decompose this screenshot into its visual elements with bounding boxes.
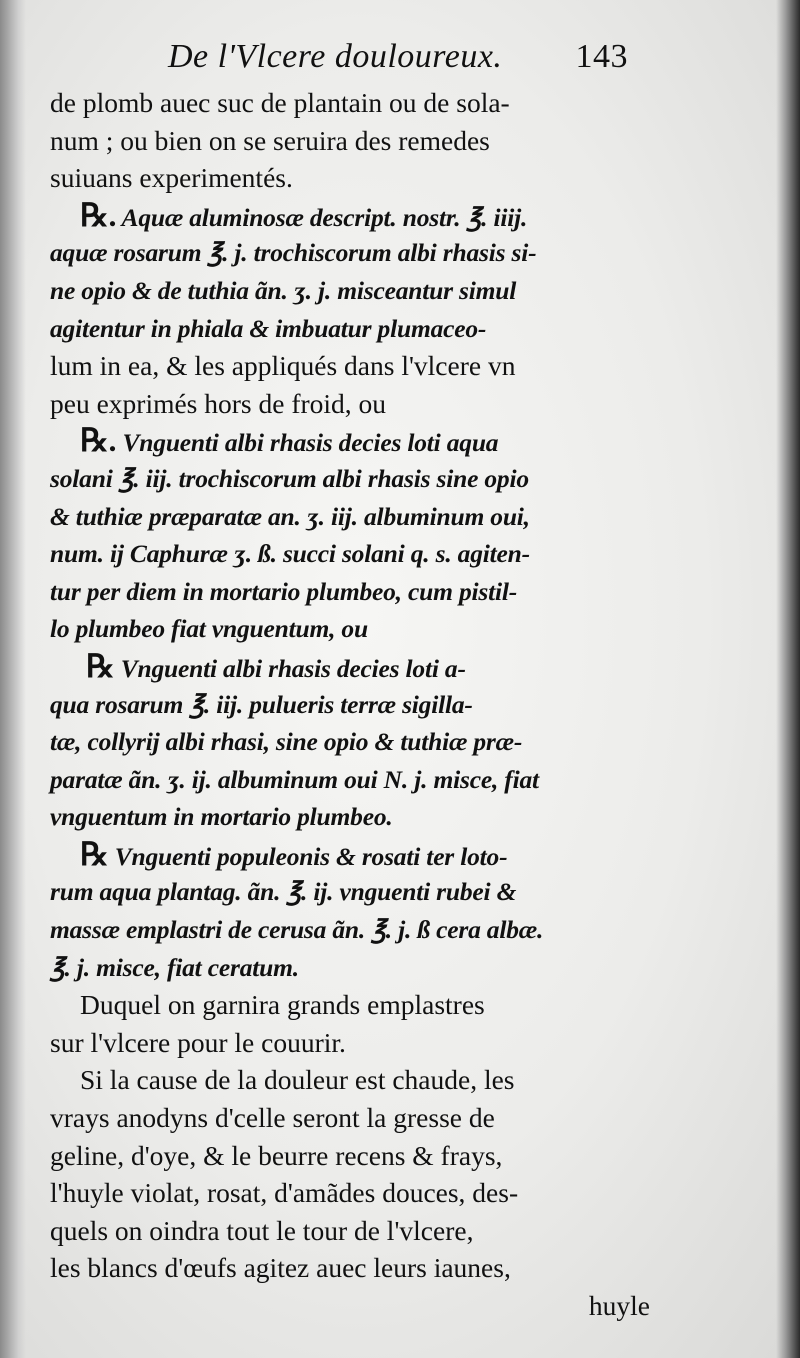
recipe-symbol: ℞. — [80, 196, 117, 233]
text-line: Si la cause de la douleur est chaude, les — [80, 1064, 515, 1096]
page-number: 143 — [575, 38, 628, 75]
text-line: les blancs d'œufs agitez auec leurs iaunes, — [50, 1252, 511, 1284]
catchword: huyle — [588, 1290, 650, 1321]
recipe-line: lo plumbeo fiat vnguentum, ou — [50, 614, 368, 644]
recipe-text: Vnguenti albi rhasis decies loti a- — [120, 653, 466, 683]
text-line: de plomb auec suc de plantain ou de sola- — [50, 87, 510, 118]
recipe-line — [50, 197, 650, 235]
text-line: geline, d'oye, & le beurre recens & frays, — [50, 1139, 503, 1171]
recipe-text: Vnguenti populeonis & rosati ter loto- — [114, 841, 508, 871]
recipe-line: rum aqua plantag. ãn. ℥. ij. vnguenti rubei & — [50, 877, 517, 907]
recipe-line: ne opio & de tuthia ãn. ʒ. j. misceantur simul — [50, 275, 517, 305]
running-header — [168, 38, 628, 88]
recipe-line: ℥. j. misce, fiat ceratum. — [50, 952, 299, 982]
running-title: De l'Vlcere douloureux. — [168, 38, 503, 75]
recipe-line: vnguentum in mortario plumbeo. — [50, 802, 393, 832]
page-edge-shadow-left — [0, 0, 26, 1358]
recipe-symbol: ℞ — [80, 835, 109, 872]
text-line: sur l'vlcere pour le couurir. — [50, 1026, 346, 1058]
recipe-line: paratæ ãn. ʒ. ij. albuminum oui N. j. misce, fiat — [50, 764, 539, 794]
body-text — [50, 84, 650, 1325]
text-line: quels on oindra tout le tour de l'vlcere, — [50, 1214, 474, 1246]
recipe-line: solani ℥. iij. trochiscorum albi rhasis sine opio — [50, 463, 529, 493]
recipe-line — [50, 422, 650, 460]
text-line: lum in ea, & les appliqués dans l'vlcere vn — [50, 350, 516, 382]
text-line: suiuans experimentés. — [50, 162, 293, 194]
recipe-line: tæ, collyrij albi rhasi, sine opio & tuthiæ præ- — [50, 727, 523, 757]
recipe-line: num. ij Caphuræ ʒ. ß. succi solani q. s. agiten- — [50, 539, 530, 569]
recipe-line: massæ emplastri de cerusa ãn. ℥. j. ß cera albæ. — [50, 915, 544, 945]
text-line: peu exprimés hors de froid, ou — [50, 387, 387, 419]
text-line: vrays anodyns d'celle seront la gresse de — [50, 1102, 495, 1134]
text-line: num ; ou bien on se seruira des remedes — [50, 124, 490, 156]
text-line: l'huyle violat, rosat, d'amãdes douces, des- — [50, 1177, 519, 1209]
recipe-text: Aquæ aluminosæ descript. nostr. — [121, 202, 461, 232]
recipe-symbol: ℞ — [86, 647, 115, 684]
recipe-line: aquæ rosarum ℥. j. trochiscorum albi rhasis si- — [50, 238, 537, 268]
recipe-line — [50, 836, 650, 874]
recipe-line: & tuthiæ præparatæ an. ʒ. iij. albuminum oui, — [50, 501, 530, 531]
recipe-line: agitentur in phiala & imbuatur plumaceo- — [50, 313, 487, 343]
recipe-line — [50, 648, 650, 686]
recipe-line: tur per diem in mortario plumbeo, cum pistil- — [50, 576, 518, 606]
page-edge-shadow-right — [776, 0, 800, 1358]
recipe-line: qua rosarum ℥. iij. pulueris terræ sigilla- — [50, 689, 473, 719]
recipe-symbol: ℞. — [80, 422, 117, 459]
recipe-text: Vnguenti albi rhasis decies loti aqua — [122, 428, 499, 458]
recipe-text: ℥. iiij. — [466, 202, 528, 232]
text-line: Duquel on garnira grands emplastres — [80, 989, 485, 1021]
